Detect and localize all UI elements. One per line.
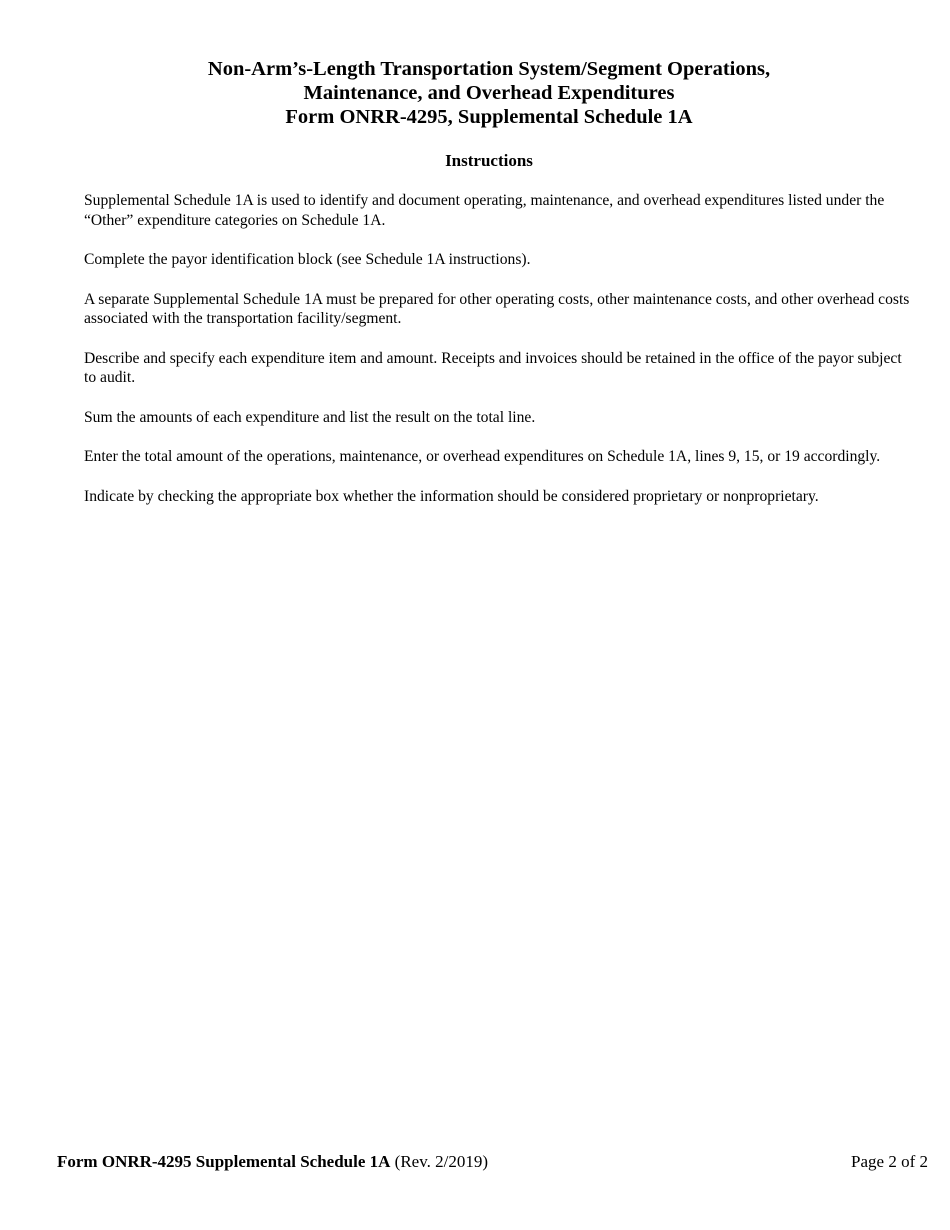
page-number: Page 2 of 2 <box>851 1152 928 1171</box>
footer-revision: (Rev. 2/2019) <box>394 1152 488 1171</box>
footer-form-label <box>57 1151 488 1173</box>
instructions-heading: Instructions <box>445 151 533 170</box>
instructions-body <box>84 191 914 526</box>
instruction-paragraph: Enter the total amount of the operations, maintenance, or overhead expenditures on Schedule 1A, lines 9, 15, or 19 accordingly. <box>84 448 881 465</box>
instruction-paragraph: Sum the amounts of each expenditure and list the result on the total line. <box>84 408 536 426</box>
title-line-3: Form ONRR-4295, Supplemental Schedule 1A <box>285 106 693 128</box>
page-title <box>0 57 950 129</box>
instruction-paragraph: Describe and specify each expenditure item and amount. Receipts and invoices should be retained in the office of the payor subject to audit. <box>84 349 902 386</box>
instruction-paragraph: Indicate by checking the appropriate box whether the information should be considered proprietary or nonproprietary. <box>84 487 819 505</box>
instruction-paragraph: A separate Supplemental Schedule 1A must be prepared for other operating costs, other maintenance costs, and other overhead costs associated with the transportation facility/segment. <box>84 290 910 327</box>
footer-form-id: Form ONRR-4295 Supplemental Schedule 1A <box>57 1152 391 1171</box>
instruction-paragraph: Complete the payor identification block (see Schedule 1A instructions). <box>84 251 531 268</box>
title-line-1: Non-Arm’s-Length Transportation System/Segment Operations, <box>207 58 771 80</box>
instruction-paragraph: Supplemental Schedule 1A is used to identify and document operating, maintenance, and overhead expenditures listed under the “Other” expenditure categories on Schedule 1A. <box>84 192 885 229</box>
title-line-2: Maintenance, and Overhead Expenditures <box>303 82 675 104</box>
